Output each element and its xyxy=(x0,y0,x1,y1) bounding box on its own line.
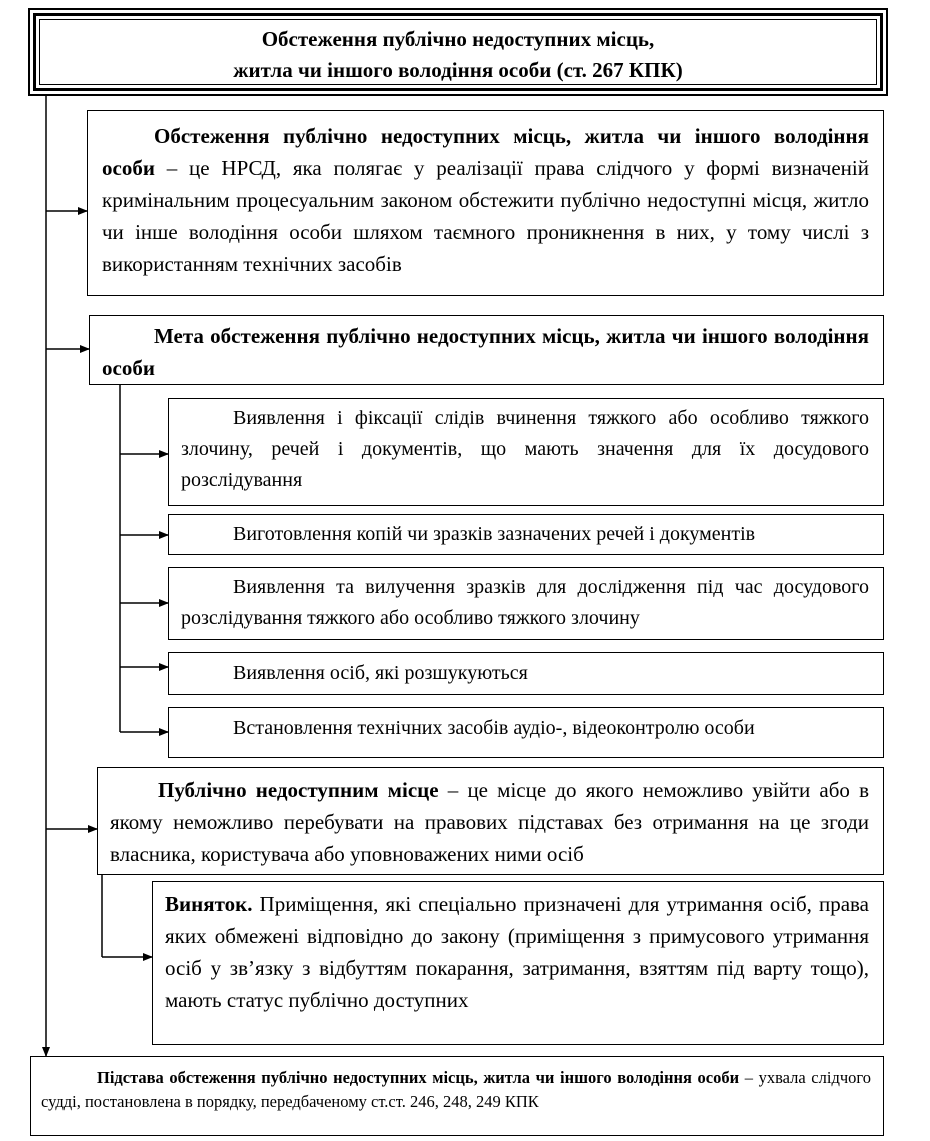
basis-box xyxy=(30,1056,884,1136)
purpose-item-4-text: Виявлення осіб, які розшукуються xyxy=(233,662,528,684)
exception-term: Виняток. xyxy=(165,892,253,916)
purpose-item-4 xyxy=(168,652,884,695)
definition-text: – це НРСД, яка полягає у реалізації права слідчого у формі визначеній кримінальним процесуальним законом обстежити публічно недоступні місця, житло чи інше володіння особи шляхом таємного проникнення в них, у тому числі з використанням технічних засобів xyxy=(102,156,869,276)
purpose-item-1-text: Виявлення і фіксації слідів вчинення тяжкого або особливо тяжкого злочину, речей і документів, що мають значення для їх досудового розслідування xyxy=(181,407,869,491)
purpose-item-3 xyxy=(168,567,884,640)
public-place-term: Публічно недоступним місце xyxy=(158,778,439,802)
basis-term: Підстава обстеження публічно недоступних місць, житла чи іншого володіння особи xyxy=(97,1068,740,1087)
basis-text: – ухвала слідчого судді, постановлена в порядку, передбаченому ст.ст. 246, 248, 249 КПК xyxy=(41,1068,871,1111)
title-line-2: житла чи іншого володіння особи (ст. 267 КПК) xyxy=(233,58,683,82)
title-box xyxy=(28,8,888,96)
definition-term: Обстеження публічно недоступних місць, житла чи іншого володіння особи xyxy=(102,124,869,180)
purpose-heading-box xyxy=(89,315,884,385)
public-place-text: – це місце до якого неможливо увійти або в якому неможливо перебувати на правових підставах без отримання на це згоди власника, користувача або уповноважених ними осіб xyxy=(110,778,869,866)
title-line-1: Обстеження публічно недоступних місць, xyxy=(261,27,655,51)
purpose-item-2 xyxy=(168,514,884,555)
purpose-item-5 xyxy=(168,707,884,758)
exception-text: Приміщення, які спеціально призначені для утримання осіб, права яких обмежені відповідно до закону (приміщення з примусового утримання осіб у зв’язку з відбуттям покарання, затримання, взяттям під варту тощо), мають статус публічно доступних xyxy=(165,892,869,1012)
public-place-box xyxy=(97,767,884,875)
purpose-item-1 xyxy=(168,398,884,506)
exception-box xyxy=(152,881,884,1045)
purpose-item-3-text: Виявлення та вилучення зразків для дослідження під час досудового розслідування тяжкого або особливо тяжкого злочину xyxy=(181,576,869,629)
definition-box xyxy=(87,110,884,296)
purpose-heading: Мета обстеження публічно недоступних місць, житла чи іншого володіння особи xyxy=(102,324,869,380)
purpose-item-5-text: Встановлення технічних засобів аудіо-, відеоконтролю особи xyxy=(233,717,755,739)
purpose-item-2-text: Виготовлення копій чи зразків зазначених речей і документів xyxy=(233,523,756,545)
